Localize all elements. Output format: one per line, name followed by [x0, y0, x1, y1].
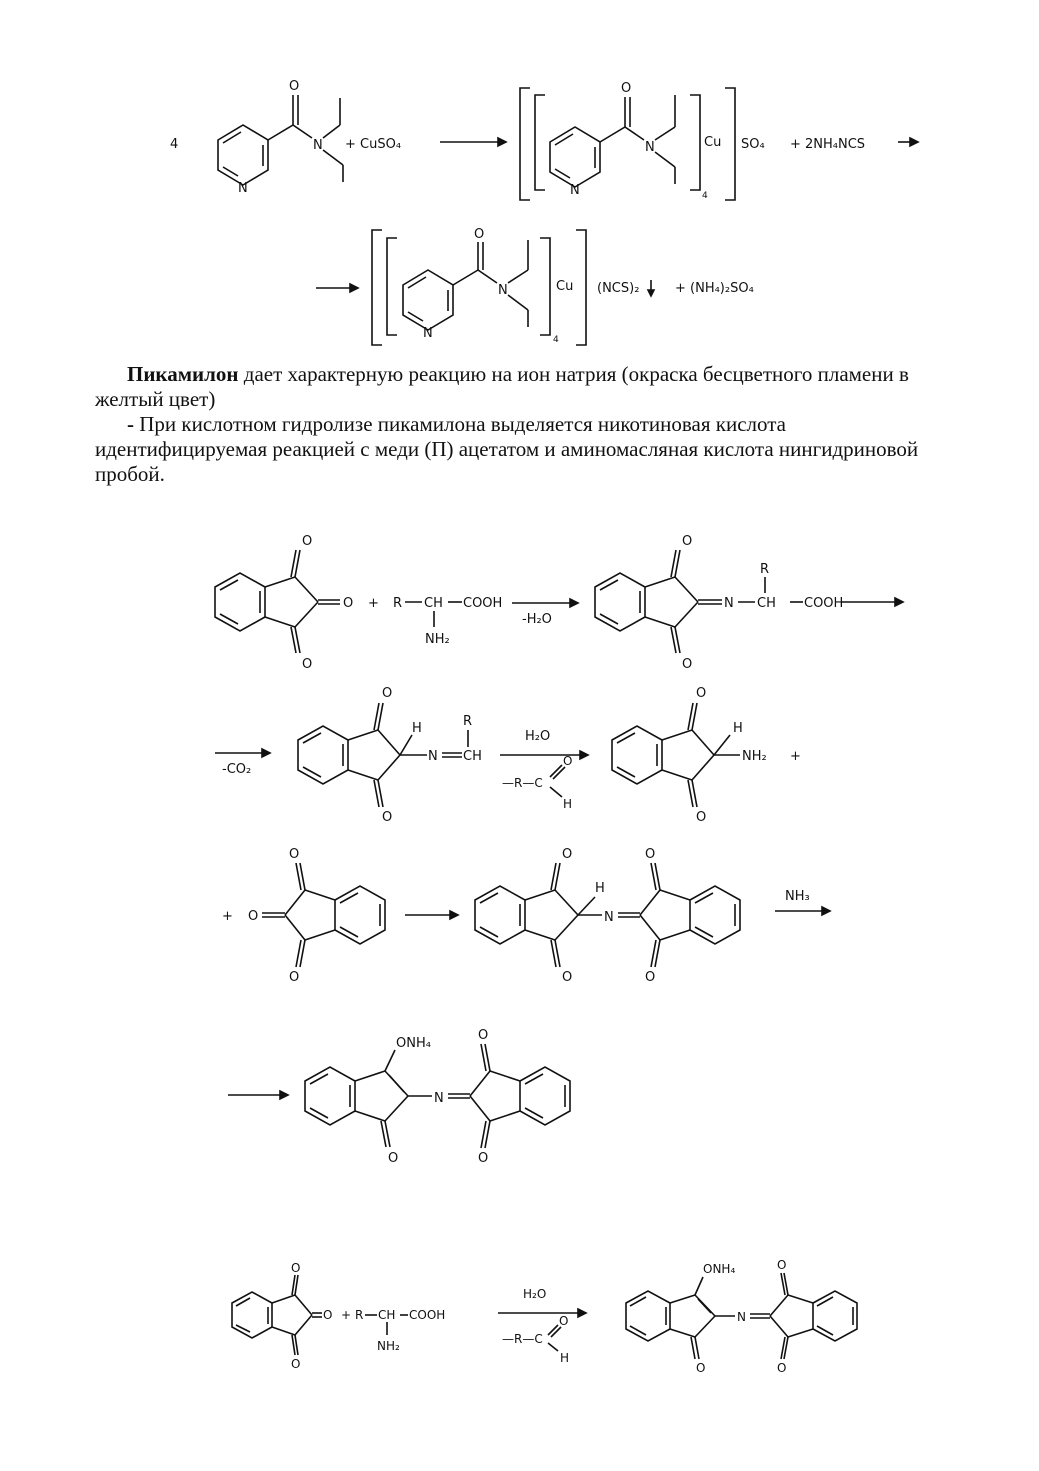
cooh-label: COOH — [463, 596, 503, 611]
atom-n: N — [645, 140, 655, 155]
imine-intermediate-1 — [595, 550, 903, 653]
atom-o: O — [559, 1314, 569, 1328]
atom-o: O — [343, 596, 354, 611]
atom-n: N — [238, 181, 248, 196]
atom-o: O — [302, 657, 313, 672]
atom-n: N — [498, 283, 508, 298]
atom-h: H — [563, 797, 573, 811]
paragraph-hydrolysis — [95, 412, 945, 487]
atom-o: O — [696, 810, 707, 825]
scheme-ninhydrin-reaction — [0, 525, 1039, 1405]
atom-o: O — [696, 1361, 706, 1375]
minus-h2o: -H₂O — [522, 612, 552, 627]
atom-o: O — [289, 847, 300, 862]
atom-o: O — [563, 754, 573, 768]
minus-co2: -CO₂ — [222, 762, 252, 777]
reaction-arrow — [405, 911, 458, 919]
picamilon-bold: Пикамилон — [127, 362, 239, 386]
r-group: R — [355, 1308, 364, 1322]
atom-o: O — [302, 534, 313, 549]
plus-cuso4: + CuSO₄ — [345, 137, 402, 152]
copper-label: Cu — [704, 135, 722, 150]
atom-n: N — [434, 1091, 444, 1106]
scheme-copper-complex — [0, 70, 1039, 360]
reaction-arrow — [775, 907, 830, 915]
plus-nh4ncs: + 2NH₄NCS — [790, 137, 866, 152]
nh3-label: NH₃ — [785, 889, 810, 904]
pyridine-ring-2 — [550, 95, 675, 187]
onh4-label: ONH₄ — [396, 1036, 431, 1051]
reaction-arrow — [316, 284, 358, 292]
atom-o: O — [382, 810, 393, 825]
h2o-label: H₂O — [525, 729, 551, 744]
subscript-4: 4 — [702, 191, 708, 201]
atom-o: O — [562, 970, 573, 985]
r-group: R — [393, 596, 403, 611]
atom-o: O — [382, 686, 393, 701]
atom-h: H — [595, 881, 605, 896]
atom-o: O — [621, 81, 632, 96]
reaction-arrow — [500, 751, 588, 759]
plus-sign: + — [368, 596, 379, 611]
atom-n: N — [428, 749, 438, 764]
atom-o: O — [289, 79, 300, 94]
plus-sign: + — [341, 1308, 352, 1322]
thiocyanate-label: (NCS)₂ — [597, 281, 640, 296]
complex-bracket — [520, 88, 735, 200]
cooh-label: COOH — [409, 1308, 446, 1322]
atom-o: O — [682, 534, 693, 549]
pyridine-ring-1 — [218, 95, 343, 185]
nh2-label: NH₂ — [742, 749, 767, 764]
reaction-arrow — [228, 1091, 288, 1099]
nh2-label: NH₂ — [425, 632, 450, 647]
r-group: R — [760, 562, 770, 577]
amino-indandione — [612, 703, 740, 807]
subscript-4: 4 — [553, 335, 559, 345]
atom-o: O — [291, 1357, 301, 1371]
ch-label: CH — [424, 596, 443, 611]
schiff-base-intermediate — [298, 703, 468, 807]
dash-bold: - — [127, 412, 140, 436]
ninhydrin-structure-3 — [232, 1275, 322, 1355]
atom-o: O — [478, 1028, 489, 1043]
ninhydrin-structure-2 — [262, 863, 385, 967]
reaction-arrow — [215, 749, 270, 757]
reaction-arrow — [440, 138, 506, 146]
plus-sign: + — [790, 749, 801, 764]
atom-o: O — [682, 657, 693, 672]
atom-h: H — [412, 721, 422, 736]
description-text — [95, 362, 945, 487]
aldehyde-byproduct: —R—C — [502, 1332, 543, 1346]
complex-bracket — [372, 230, 586, 345]
atom-n: N — [570, 183, 580, 198]
atom-o: O — [777, 1361, 787, 1375]
atom-h: H — [560, 1351, 570, 1365]
copper-label: Cu — [556, 279, 574, 294]
plus-ammonium-sulfate: + (NH₄)₂SO₄ — [675, 281, 754, 296]
atom-o: O — [562, 847, 573, 862]
atom-o: O — [645, 970, 656, 985]
cooh-label: COOH — [804, 596, 844, 611]
atom-n: N — [724, 596, 734, 611]
plus-sign: + — [222, 909, 233, 924]
reaction-arrow — [898, 138, 918, 146]
ninhydrin-structure — [215, 550, 340, 653]
paragraph-text: При кислотном гидролизе пикамилона выделяется никотиновая кислота идентифицируемая реакцией с меди (П) ацетатом и аминомасляная кислота нингидриновой пробой. — [95, 412, 919, 486]
atom-n: N — [737, 1310, 746, 1324]
nh2-label: NH₂ — [377, 1339, 400, 1353]
atom-n: N — [604, 910, 614, 925]
sulfate-label: SO₄ — [741, 137, 765, 152]
atom-o: O — [248, 909, 259, 924]
atom-o: O — [289, 970, 300, 985]
onh4-label: ONH₄ — [703, 1262, 736, 1276]
paragraph-sodium-test — [95, 362, 945, 412]
pyridine-ring-3 — [403, 240, 528, 330]
atom-o: O — [291, 1261, 301, 1275]
atom-o: O — [645, 847, 656, 862]
atom-o: O — [777, 1258, 787, 1272]
ch-label: CH — [378, 1308, 396, 1322]
atom-o: O — [478, 1151, 489, 1166]
precipitate-arrow — [648, 280, 654, 296]
r-group: R — [463, 714, 473, 729]
atom-o: O — [388, 1151, 399, 1166]
atom-o: O — [696, 686, 707, 701]
h2o-label: H₂O — [523, 1287, 547, 1301]
aldehyde-byproduct: —R—C — [502, 776, 543, 790]
atom-o: O — [323, 1308, 333, 1322]
reaction-arrow — [512, 599, 578, 607]
atom-n: N — [423, 326, 433, 341]
reaction-arrow — [498, 1309, 586, 1317]
ch-label: CH — [757, 596, 776, 611]
atom-n: N — [313, 138, 323, 153]
coefficient-4: 4 — [170, 137, 179, 152]
paragraph-text: дает характерную реакцию на ион натрия (окраска бесцветного пламени в желтый цвет) — [95, 362, 909, 411]
ch-label: CH — [463, 749, 482, 764]
atom-h: H — [733, 721, 743, 736]
atom-o: O — [474, 227, 485, 242]
